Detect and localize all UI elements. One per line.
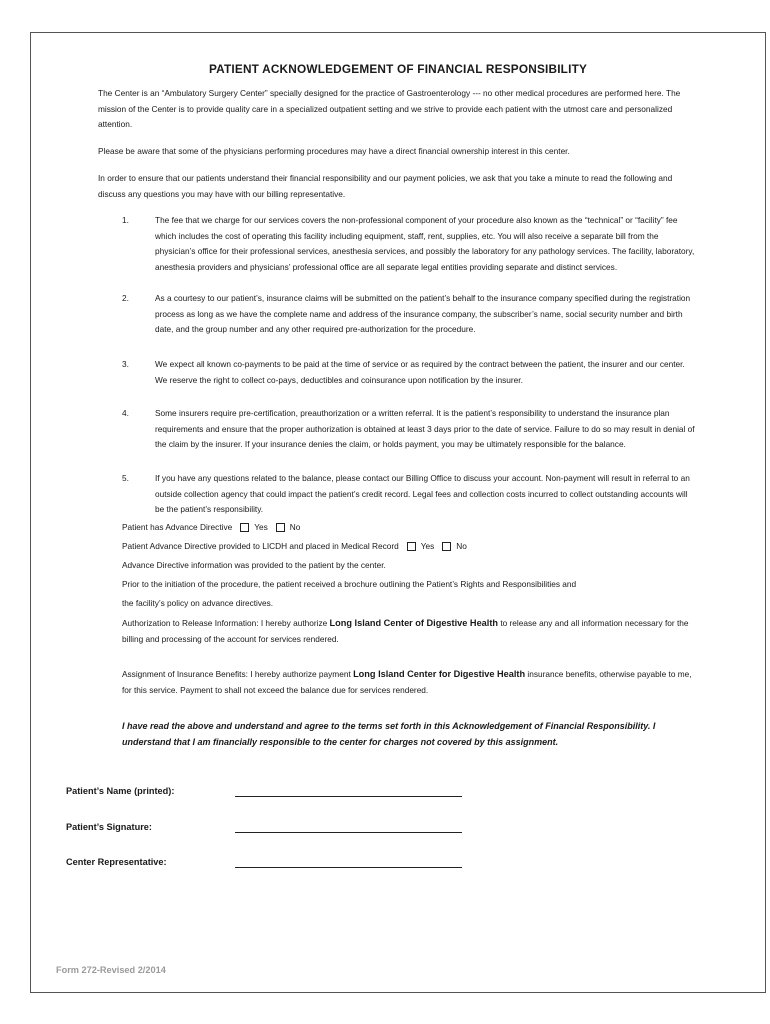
advance-directive-label: Patient has Advance Directive: [122, 522, 233, 532]
list-item-number: 4.: [122, 408, 129, 418]
acknowledgement-statement: I have read the above and understand and agree to the terms set forth in this Acknowledgement of Financial Responsibility. I understand that I am financially responsible to the center for charges not covered by this assignment.: [122, 721, 656, 747]
form-number-footer: Form 272-Revised 2/2014: [56, 965, 166, 975]
page-title: PATIENT ACKNOWLEDGEMENT OF FINANCIAL RESPONSIBILITY: [208, 62, 588, 76]
advance-directive-no-checkbox[interactable]: [276, 523, 285, 532]
checkbox-label-no: No: [456, 541, 467, 551]
advance-directive-yes-checkbox[interactable]: [240, 523, 249, 532]
list-item-number: 1.: [122, 215, 129, 225]
ensure-paragraph: In order to ensure that our patients understand their financial responsibility and our payment policies, we ask that you take a minute to read the following and discuss any questions you may have with our billing representative.: [98, 173, 673, 199]
release-text: Authorization to Release Information: I hereby authorize: [122, 618, 330, 628]
assignment-text-end: insurance benefits, otherwise payable to me, for this service. Payment to shall not exceed the balance due for services rendered.: [122, 669, 692, 695]
list-item-text: The fee that we charge for our services covers the non-professional component of your procedure also known as the “technical” or “facility” fee which includes the cost of operating this facility including equipment, staff, rent, supplies, etc. You will also receive a separate bill from the physician’s office for their professional services, anesthesia services, and possibly the laboratory for any pathology services. The facility, laboratory, anesthesia providers and physicians’ professional office are all separate legal entities providing separate and distinct services.: [155, 215, 695, 272]
patient-name-field[interactable]: [235, 795, 462, 797]
assignment-text: Assignment of Insurance Benefits: I hereby authorize payment: [122, 669, 354, 679]
advance-provided-row: [122, 539, 702, 555]
release-org-name: Long Island Center of Digestive Health: [329, 618, 499, 628]
release-text-end: to release any and all information necessary for the billing and processing of the account for services rendered.: [122, 618, 689, 644]
list-item-number: 3.: [122, 359, 129, 369]
checkbox-label-yes: Yes: [254, 522, 268, 532]
advance-provided-no-checkbox[interactable]: [442, 542, 451, 551]
brochure-text-line-1: Prior to the initiation of the procedure, the patient received a brochure outlining the Patient’s Rights and Responsibilities and: [122, 579, 577, 589]
assignment-paragraph: [122, 667, 697, 698]
patient-name-label: Patient’s Name (printed):: [66, 786, 175, 796]
center-representative-field[interactable]: [235, 866, 462, 868]
advance-provided-label: Patient Advance Directive provided to LICDH and placed in Medical Record: [122, 541, 399, 551]
list-item-number: 2.: [122, 293, 129, 303]
checkbox-label-yes: Yes: [420, 541, 435, 551]
brochure-text-line-2: the facility’s policy on advance directives.: [122, 598, 274, 608]
intro-paragraph: The Center is an “Ambulatory Surgery Center” specially designed for the practice of Gastroenterology --- no other medical procedures are performed here. The mission of the Center is to provide quality care in a specialized outpatient setting and we strive to provide each patient with the utmost care and personalized attention.: [98, 88, 681, 130]
release-paragraph: [122, 616, 697, 647]
advance-info-text: Advance Directive information was provided to the patient by the center.: [122, 560, 386, 570]
assignment-org-name: Long Island Center for Digestive Health: [353, 669, 526, 679]
list-item-number: 5.: [122, 473, 129, 483]
list-item-text: Some insurers require pre-certification, preauthorization or a written referral. It is the patient’s responsibility to understand the insurance plan requirements and ensure that the proper authorization is obtained at least 3 days prior to the date of service. Failure to do so may result in denial of the claim by the insurer. If your insurance denies the claim, or holds payment, you may be ultimately responsible for the balance.: [155, 408, 695, 450]
patient-signature-field[interactable]: [235, 831, 462, 833]
center-representative-label: Center Representative:: [66, 857, 167, 867]
advance-directive-row: [122, 520, 702, 536]
advance-provided-yes-checkbox[interactable]: [407, 542, 416, 551]
list-item-text: If you have any questions related to the balance, please contact our Billing Office to discuss your account. Non-payment will result in referral to an outside collection agency that could impact the patient’s credit record. Legal fees and collection costs incurred to collect outstanding accounts will be the patient’s responsibility.: [155, 473, 690, 515]
list-item-text: We expect all known co-payments to be paid at the time of service or as required by the contract between the patient, the insurer and our center. We reserve the right to collect co-pays, deductibles and coinsurance upon notification by the insurer.: [155, 359, 685, 385]
patient-signature-label: Patient’s Signature:: [66, 822, 152, 832]
checkbox-label-no: No: [289, 522, 301, 532]
list-item-text: As a courtesy to our patient’s, insurance claims will be submitted on the patient’s behalf to the insurance company specified during the registration process as long as we have the complete name and address of the insurance company, the subscriber’s name, social security number and birth date, and the group number and any other required pre-authorization for the procedure.: [155, 293, 691, 335]
ownership-paragraph: Please be aware that some of the physicians performing procedures may have a direct financial ownership interest in this center.: [98, 146, 570, 156]
